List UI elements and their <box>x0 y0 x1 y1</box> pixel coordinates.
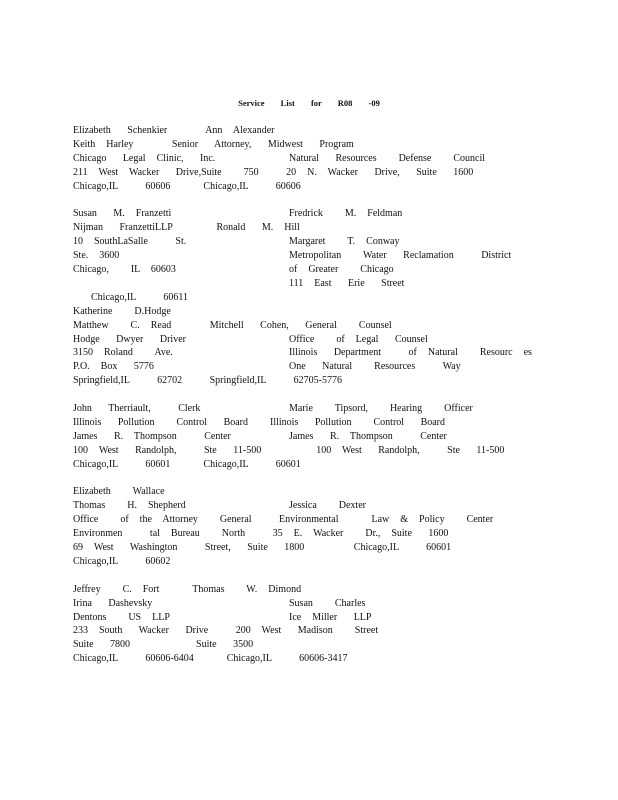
line-left-text: Nijman FranzettiLLP Ronald M. Hill <box>73 222 300 234</box>
service-list-line <box>73 430 603 444</box>
line-left-text: Keith Harley Senior Attorney, Midwest Program <box>73 138 354 150</box>
service-list-line <box>73 180 603 194</box>
line-left-text: 233 South Wacker Drive 200 West Madison Street <box>73 625 379 637</box>
service-list-line <box>73 194 603 208</box>
line-right-text: 111 East Erie Street <box>289 277 405 289</box>
line-left-text: Elizabeth Schenkier Ann Alexander <box>73 125 275 136</box>
line-left-text: Illinois Pollution Control Board Illinois Pollution Control Board <box>73 416 446 428</box>
service-list-line <box>73 597 603 611</box>
line-left-text: Suite 7800 Suite 3500 <box>73 639 254 651</box>
service-list-line <box>73 249 603 263</box>
service-list-line <box>73 360 603 374</box>
service-list-line <box>73 319 603 333</box>
line-right-text: Metropolitan Water Reclamation District <box>289 250 512 262</box>
line-left-text: Environmen tal Bureau North 35 E. Wacker Dr., Suite 1600 <box>73 528 449 540</box>
line-left-text: Chicago,IL 60602 <box>73 555 171 567</box>
service-list-line <box>73 472 603 486</box>
line-right-text: James R. Thompson Center <box>289 430 447 442</box>
line-left-text: Chicago,IL 60606-6404 Chicago,IL 60606-3417 <box>73 653 348 665</box>
service-list-line <box>73 402 603 416</box>
line-left-text: Elizabeth Wallace <box>73 486 165 498</box>
line-left-text: Irina Dashevsky <box>73 597 153 609</box>
service-list-line <box>73 583 603 597</box>
service-list-line <box>73 221 603 235</box>
line-left-text: Jeffrey C. Fort Thomas W. Dimond <box>73 583 302 595</box>
service-list-line <box>73 499 603 513</box>
line-right-text: Fredrick M. Feldman <box>289 208 403 220</box>
line-left-text: Dentons US LLP <box>73 611 170 623</box>
line-left-text: 3150 Roland Ave. <box>73 347 173 359</box>
service-list-line <box>73 527 603 541</box>
line-right-text: Office of Legal Counsel <box>289 333 428 345</box>
line-left-text: 69 West Washington Street, Suite 1800 Chicago,IL 60601 <box>73 542 452 553</box>
service-list-line <box>73 513 603 527</box>
service-list-line <box>73 555 603 569</box>
line-right-text: Marie Tipsord, Hearing Officer <box>289 403 473 414</box>
line-left-text: Chicago,IL 60601 Chicago,IL 60601 <box>73 458 301 470</box>
line-left-text: Thomas H. Shepherd <box>73 500 186 512</box>
service-list-line <box>73 444 603 458</box>
line-right-text: of Greater Chicago <box>289 264 394 275</box>
service-list-line <box>73 291 603 305</box>
line-left-text: Chicago,IL 60606 Chicago,IL 60606 <box>73 180 301 192</box>
line-left-text: 10 SouthLaSalle St. <box>73 236 187 248</box>
service-list-line <box>73 138 603 152</box>
service-list-line <box>73 305 603 319</box>
service-list-line <box>73 333 603 347</box>
line-left-text: Chicago,IL 60611 <box>91 291 189 303</box>
line-right-text: Ice Miller LLP <box>289 611 372 623</box>
service-list-line <box>73 541 603 555</box>
line-left-text: Springfield,IL 62702 Springfield,IL 62705-5776 <box>73 375 342 387</box>
line-left-text: 100 West Randolph, Ste 11-500 100 West Randolph, Ste 11-500 <box>73 444 505 456</box>
line-right-text: One Natural Resources Way <box>289 361 461 373</box>
line-left-text: John Therriault, Clerk <box>73 403 201 414</box>
line-left-text: James R. Thompson Center <box>73 430 231 442</box>
document-title: Service List for R08 -09 <box>238 98 380 108</box>
line-left-text: 211 West Wacker Drive,Suite 750 20 N. Wacker Drive, Suite 1600 <box>73 166 474 178</box>
line-right-text: Illinois Department of Natural Resourc es <box>289 347 532 359</box>
line-left-text: P.O. Box 5776 <box>73 361 154 373</box>
service-list-line <box>73 388 603 402</box>
service-list-line <box>73 624 603 638</box>
line-left-text: Chicago Legal Clinic, Inc. <box>73 152 216 164</box>
service-list-line <box>73 263 603 277</box>
service-list-line <box>73 346 603 360</box>
service-list-line <box>73 458 603 472</box>
service-list-line <box>73 207 603 221</box>
line-right-text: Margaret T. Conway <box>289 236 400 248</box>
service-list-line <box>73 277 603 291</box>
service-list-line <box>73 569 603 583</box>
line-left-text: Chicago, IL 60603 <box>73 264 176 275</box>
service-list-line <box>73 611 603 625</box>
line-right-text: Susan Charles <box>289 597 366 609</box>
line-left-text: Susan M. Franzetti <box>73 208 172 220</box>
service-list-line <box>73 652 603 666</box>
line-left-text: Ste. 3600 <box>73 250 120 262</box>
line-left-text: Hodge Dwyer Driver <box>73 333 186 345</box>
service-list-line <box>73 416 603 430</box>
line-right-text: Natural Resources Defense Council <box>289 152 486 164</box>
service-list-line <box>73 235 603 249</box>
service-list-line <box>73 485 603 499</box>
service-list-line <box>73 124 603 138</box>
service-list-line <box>73 152 603 166</box>
service-list-line <box>73 638 603 652</box>
line-left-text: Office of the Attorney General Environmental Law & Policy Center <box>73 514 494 526</box>
line-left-text: Katherine D.Hodge <box>73 305 171 317</box>
service-list-line <box>73 166 603 180</box>
service-list-line <box>73 374 603 388</box>
line-left-text: Matthew C. Read Mitchell Cohen, General Counsel <box>73 319 392 331</box>
line-right-text: Jessica Dexter <box>289 500 366 512</box>
